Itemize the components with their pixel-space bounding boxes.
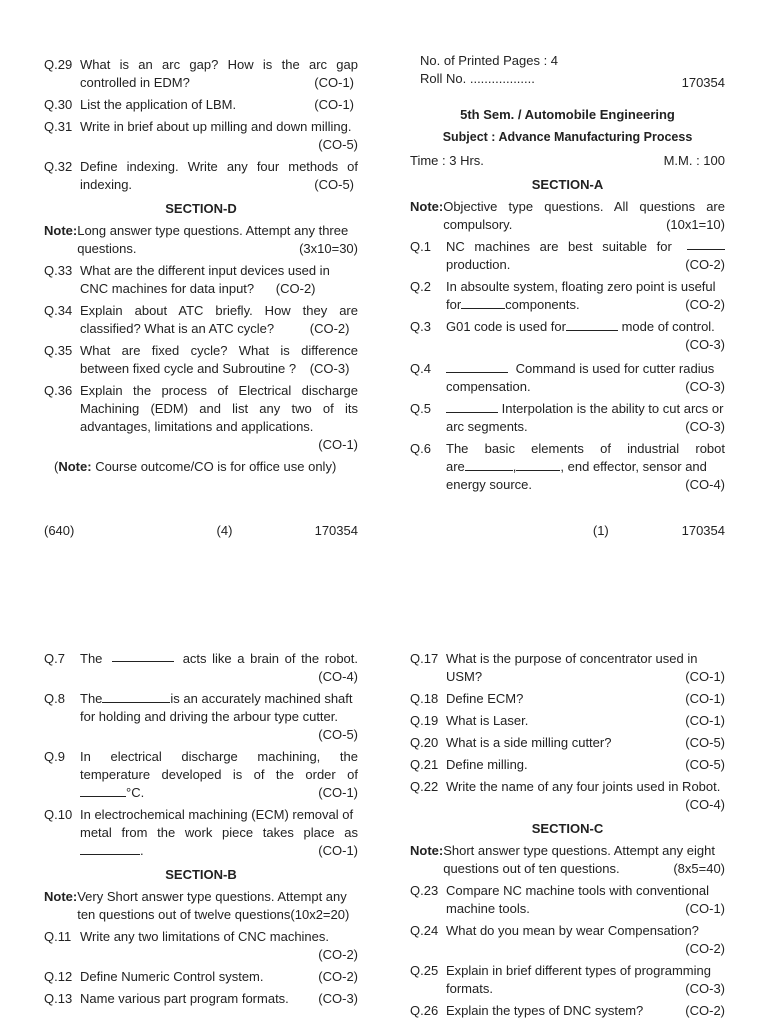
question-text: The basic elements of industrial robot <box>446 441 725 456</box>
co-label: (CO-1) <box>314 75 354 90</box>
question-6 <box>410 440 725 494</box>
question-text: for holding and driving the arbour type cutter. <box>80 709 338 724</box>
question-text: compensation. <box>446 379 531 394</box>
co-label: (CO-2) <box>685 257 725 272</box>
question-text: Write the name of any four joints used in Robot. <box>446 779 721 794</box>
question-text: . <box>140 843 144 858</box>
paper-code: 170354 <box>314 523 358 538</box>
co-label: (CO-5) <box>685 735 725 750</box>
note-text: Objective type questions. All questions are <box>443 199 725 214</box>
question-text: What is Laser. <box>446 713 529 728</box>
page2-right-column <box>410 650 725 1024</box>
co-label: (CO-1) <box>314 97 354 112</box>
question-number: Q.34 <box>44 303 73 318</box>
question-text: NC machines are best suitable for <box>446 239 672 254</box>
question-number: Q.13 <box>44 991 73 1006</box>
section-heading: SECTION-C <box>531 821 604 836</box>
question-number: Q.19 <box>410 713 439 728</box>
question-number: Q.24 <box>410 923 439 938</box>
question-number: Q.12 <box>44 969 73 984</box>
question-text: components. <box>505 297 580 312</box>
question-number: Q.25 <box>410 963 439 978</box>
question-text: production. <box>446 257 511 272</box>
question-34 <box>44 302 358 338</box>
question-25 <box>410 962 725 998</box>
section-heading: SECTION-A <box>531 177 604 192</box>
question-number: Q.3 <box>410 319 431 334</box>
question-text: Explain in brief different types of programming <box>446 963 711 978</box>
question-text: Name various part program formats. <box>80 991 289 1006</box>
question-26 <box>410 1002 725 1020</box>
answer-blank <box>80 843 140 855</box>
note-text: questions. <box>77 241 137 256</box>
section-heading: SECTION-D <box>165 201 237 216</box>
answer-blank <box>102 691 170 703</box>
answer-blank <box>446 401 498 413</box>
answer-blank <box>80 785 126 797</box>
note-text: Long answer type questions. Attempt any three <box>77 223 349 238</box>
question-35 <box>44 342 358 378</box>
co-label: (CO-4) <box>318 669 358 684</box>
question-29 <box>44 56 358 92</box>
question-17 <box>410 650 725 686</box>
question-text: between fixed cycle and Subroutine ? <box>80 361 297 376</box>
co-label: (CO-5) <box>318 727 358 742</box>
footer-code: (640) <box>44 523 75 538</box>
co-label: (CO-1) <box>318 785 358 800</box>
question-text: List the application of LBM. <box>80 97 237 112</box>
question-text: USM? <box>446 669 483 684</box>
note-text: Course outcome/CO is for office use only) <box>95 459 337 474</box>
co-label: (CO-3) <box>685 337 725 352</box>
question-text: Write any two limitations of CNC machines. <box>80 929 330 944</box>
marks-label: (3x10=30) <box>299 241 358 256</box>
question-text: for <box>446 297 462 312</box>
question-text: Compare NC machine tools with conventional <box>446 883 710 898</box>
question-text: temperature developed is of the order of <box>80 767 358 782</box>
co-label: (CO-1) <box>318 437 358 452</box>
question-text: metal from the work piece takes place as <box>80 825 358 840</box>
question-21 <box>410 756 725 774</box>
question-number: Q.36 <box>44 383 73 398</box>
question-11 <box>44 928 358 964</box>
answer-blank <box>516 459 560 471</box>
question-text: In electrical discharge machining, the <box>80 749 358 764</box>
page-number: (1) <box>592 523 609 538</box>
question-text: are <box>446 459 465 474</box>
question-33 <box>44 262 358 298</box>
note-label: Note: <box>44 889 78 904</box>
page1-right-column <box>410 52 725 498</box>
co-label: (CO-3) <box>685 419 725 434</box>
co-label: (CO-5) <box>685 757 725 772</box>
co-label: (CO-4) <box>685 477 725 492</box>
question-text: °C. <box>126 785 145 800</box>
section-heading: SECTION-B <box>165 867 237 882</box>
max-marks: M.M. : 100 <box>663 153 725 168</box>
question-text: G01 code is used for <box>446 319 566 334</box>
question-number: Q.20 <box>410 735 439 750</box>
co-label: (CO-2) <box>318 969 358 984</box>
question-number: Q.11 <box>44 929 72 944</box>
question-number: Q.5 <box>410 401 431 416</box>
co-label: (CO-2) <box>275 281 316 296</box>
question-text: Write in brief about up milling and down milling. <box>80 119 352 134</box>
question-number: Q.22 <box>410 779 439 794</box>
question-24 <box>410 922 725 958</box>
question-10 <box>44 806 358 860</box>
note-text: Short answer type questions. Attempt any eight <box>443 843 715 858</box>
question-number: Q.2 <box>410 279 431 294</box>
co-label: (CO-1) <box>685 713 725 728</box>
note-text: compulsory. <box>443 217 513 232</box>
roll-no: Roll No. .................. <box>420 71 535 86</box>
question-number: Q.18 <box>410 691 439 706</box>
question-text: formats. <box>446 981 493 996</box>
printed-pages: No. of Printed Pages : 4 <box>420 53 559 68</box>
answer-blank <box>465 459 513 471</box>
co-label: (CO-1) <box>318 843 358 858</box>
question-32 <box>44 158 358 194</box>
question-text: The <box>80 651 103 666</box>
question-19 <box>410 712 725 730</box>
note-label: Note: <box>410 843 444 858</box>
question-text: machine tools. <box>446 901 530 916</box>
co-label: (CO-2) <box>685 1003 725 1018</box>
co-label: (CO-4) <box>685 797 725 812</box>
question-text: Explain the process of Electrical discharge Machining (EDM) and list any two of its advantages, limitations and applications. <box>80 383 358 434</box>
question-9 <box>44 748 358 802</box>
question-text: Define ECM? <box>446 691 524 706</box>
subject-title: Subject : Advance Manufacturing Process <box>442 130 693 144</box>
office-use-note <box>44 458 358 476</box>
co-label: (CO-1) <box>685 901 725 916</box>
marks-label: (8x5=40) <box>673 861 725 876</box>
question-number: Q.4 <box>410 361 431 376</box>
question-number: Q.23 <box>410 883 439 898</box>
co-label: (CO-2) <box>685 297 725 312</box>
question-number: Q.9 <box>44 749 65 764</box>
answer-blank <box>112 650 174 662</box>
note-text: ten questions out of twelve questions(10x2=20) <box>77 907 350 922</box>
question-4 <box>410 360 725 396</box>
question-text: Explain the types of DNC system? <box>446 1003 644 1018</box>
page2-left-column <box>44 650 358 1012</box>
question-36 <box>44 382 358 454</box>
question-text: mode of control. <box>617 319 715 334</box>
question-number: Q.1 <box>410 239 431 254</box>
question-text: In electrochemical machining (ECM) removal of <box>80 807 354 822</box>
question-text: What are fixed cycle? What is difference <box>80 343 358 358</box>
answer-blank <box>566 319 618 331</box>
question-text: indexing. <box>80 177 133 192</box>
page1-left-column <box>44 56 358 476</box>
co-label: (CO-2) <box>685 941 725 956</box>
paper-code: 170354 <box>681 523 725 538</box>
question-2 <box>410 278 725 314</box>
question-text: Command is used for cutter radius <box>512 361 715 376</box>
co-label: (CO-2) <box>309 321 350 336</box>
question-number: Q.33 <box>44 263 73 278</box>
co-label: (CO-3) <box>309 361 350 376</box>
section-note <box>44 222 358 258</box>
question-1 <box>410 238 725 274</box>
co-label: (CO-5) <box>318 137 358 152</box>
note-label: Note: <box>44 223 78 238</box>
question-text: Define milling. <box>446 757 528 772</box>
question-number: Q.30 <box>44 97 73 112</box>
question-text: What is a side milling cutter? <box>446 735 612 750</box>
question-text: In absoulte system, floating zero point is useful <box>446 279 716 294</box>
question-number: Q.7 <box>44 651 65 666</box>
section-note <box>410 198 725 234</box>
question-text: controlled in EDM? <box>80 75 190 90</box>
section-note <box>44 888 358 924</box>
question-number: Q.31 <box>44 119 73 134</box>
page-number: (4) <box>216 523 233 538</box>
co-label: (CO-3) <box>685 379 725 394</box>
question-text: , end effector, sensor and <box>560 459 707 474</box>
question-23 <box>410 882 725 918</box>
answer-blank <box>461 297 505 309</box>
co-label: (CO-1) <box>685 669 725 684</box>
question-text: What do you mean by wear Compensation? <box>446 923 699 938</box>
question-31 <box>44 118 358 154</box>
question-number: Q.6 <box>410 441 431 456</box>
page-footer <box>44 522 358 540</box>
question-text: CNC machines for data input? <box>80 281 255 296</box>
question-text: What is an arc gap? How is the arc gap <box>80 57 358 72</box>
question-30 <box>44 96 358 114</box>
question-number: Q.17 <box>410 651 439 666</box>
question-12 <box>44 968 358 986</box>
question-20 <box>410 734 725 752</box>
section-note <box>410 842 725 878</box>
page-footer <box>410 522 725 540</box>
question-number: Q.8 <box>44 691 65 706</box>
paper-code: 170354 <box>681 75 725 90</box>
question-text: acts like a brain of the robot. <box>182 651 358 666</box>
co-label: (CO-3) <box>318 991 358 1006</box>
question-text: , <box>512 459 517 474</box>
question-number: Q.10 <box>44 807 73 822</box>
note-text: Very Short answer type questions. Attempt any <box>77 889 347 904</box>
question-text: arc segments. <box>446 419 528 434</box>
question-text: Explain about ATC briefly. How they are <box>80 303 358 318</box>
question-13 <box>44 990 358 1008</box>
co-label: (CO-3) <box>685 981 725 996</box>
note-label: Note: <box>58 459 92 474</box>
question-3 <box>410 318 725 354</box>
question-7 <box>44 650 358 686</box>
question-text: classified? What is an ATC cycle? <box>80 321 275 336</box>
note-open-paren: ( <box>54 459 59 474</box>
question-text: is an accurately machined shaft <box>170 691 353 706</box>
question-text: Interpolation is the ability to cut arcs or <box>498 401 724 416</box>
question-number: Q.26 <box>410 1003 439 1018</box>
question-text: What is the purpose of concentrator used in <box>446 651 698 666</box>
question-text: Define indexing. Write any four methods of <box>80 159 358 174</box>
note-text: questions out of ten questions. <box>443 861 620 876</box>
question-5 <box>410 400 725 436</box>
semester-title: 5th Sem. / Automobile Engineering <box>460 107 675 122</box>
time-label: Time : 3 Hrs. <box>410 153 484 168</box>
question-18 <box>410 690 725 708</box>
co-label: (CO-1) <box>685 691 725 706</box>
question-text: Define Numeric Control system. <box>80 969 264 984</box>
marks-label: (10x1=10) <box>666 217 725 232</box>
answer-blank <box>446 361 508 373</box>
note-label: Note: <box>410 199 444 214</box>
question-number: Q.32 <box>44 159 73 174</box>
question-text: The <box>80 691 103 706</box>
question-8 <box>44 690 358 744</box>
answer-blank <box>687 238 725 250</box>
co-label: (CO-5) <box>314 177 354 192</box>
question-text: energy source. <box>446 477 532 492</box>
question-text: What are the different input devices used in <box>80 263 330 278</box>
co-label: (CO-2) <box>318 947 358 962</box>
question-number: Q.35 <box>44 343 73 358</box>
question-number: Q.29 <box>44 57 73 72</box>
question-22 <box>410 778 725 814</box>
question-number: Q.21 <box>410 757 439 772</box>
